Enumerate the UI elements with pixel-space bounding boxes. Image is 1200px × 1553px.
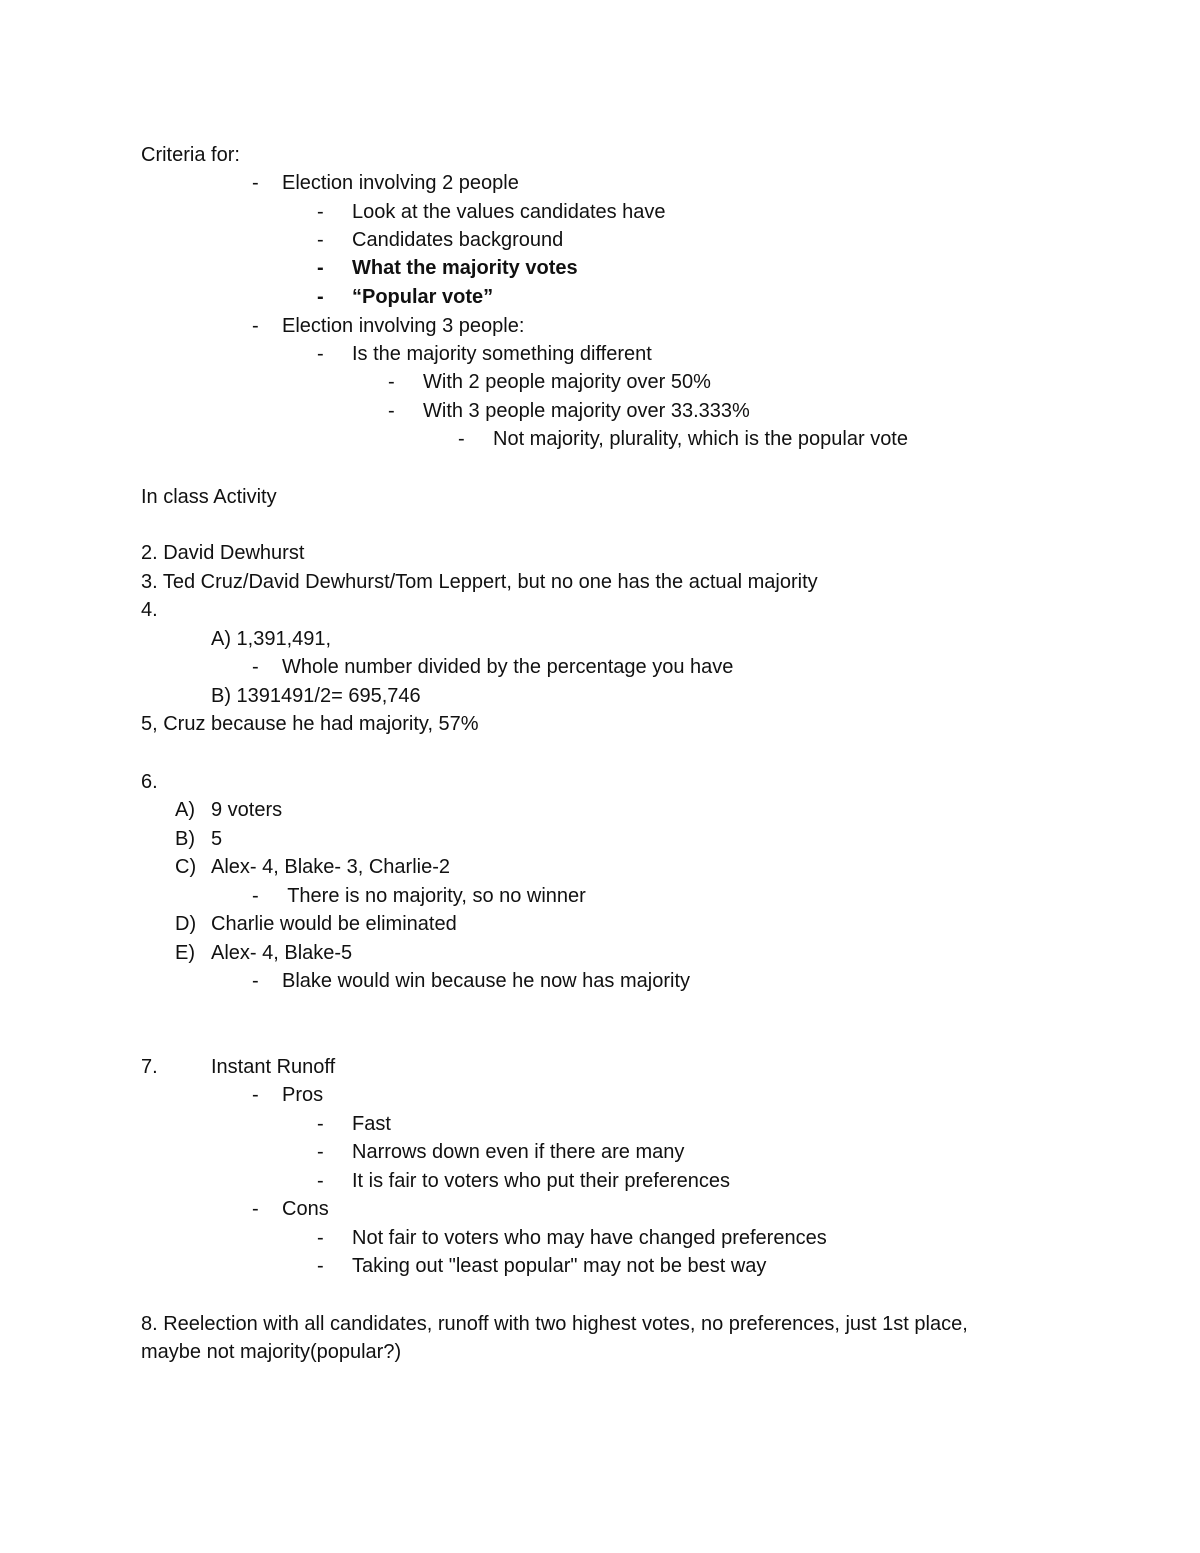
- list-letter: B): [175, 828, 195, 850]
- list-item: Charlie would be eliminated: [211, 913, 457, 935]
- answer-4a-note: Whole number divided by the percentage you have: [282, 656, 734, 678]
- bullet-dash: -: [317, 201, 324, 223]
- cons-label: Cons: [282, 1198, 329, 1220]
- bullet-dash: -: [317, 1141, 324, 1163]
- answer-4-label: 4.: [141, 599, 158, 621]
- bullet-dash: -: [252, 885, 259, 907]
- answer-5: 5, Cruz because he had majority, 57%: [141, 713, 479, 735]
- list-item: 5: [211, 828, 223, 850]
- list-item: Alex- 4, Blake-5: [211, 942, 353, 964]
- list-item: Look at the values candidates have: [352, 201, 666, 223]
- bullet-dash: -: [317, 343, 324, 365]
- bullet-dash: -: [252, 1198, 259, 1220]
- bullet-dash: -: [252, 315, 259, 337]
- list-item: Is the majority something different: [352, 343, 652, 365]
- list-item-bold: What the majority votes: [352, 257, 578, 279]
- two-people-label: Election involving 2 people: [282, 172, 519, 194]
- criteria-heading: Criteria for:: [141, 144, 240, 166]
- list-item: 9 voters: [211, 799, 283, 821]
- answer-6e-note: Blake would win because he now has majority: [282, 970, 690, 992]
- answer-7-label: 7.: [141, 1056, 158, 1078]
- list-item: With 2 people majority over 50%: [423, 371, 711, 393]
- bullet-dash: -: [388, 400, 395, 422]
- list-letter: A): [175, 799, 195, 821]
- answer-3: 3. Ted Cruz/David Dewhurst/Tom Leppert, but no one has the actual majority: [141, 571, 818, 593]
- list-letter: E): [175, 942, 195, 964]
- bullet-dash: -: [317, 1170, 324, 1192]
- bullet-dash: -: [388, 371, 395, 393]
- pros-label: Pros: [282, 1084, 324, 1106]
- answer-6c-note: There is no majority, so no winner: [282, 885, 586, 907]
- activity-heading: In class Activity: [141, 486, 277, 508]
- list-letter: C): [175, 856, 197, 878]
- list-item: With 3 people majority over 33.333%: [423, 400, 750, 422]
- bullet-dash: -: [317, 286, 324, 308]
- bullet-dash: -: [317, 1113, 324, 1135]
- list-letter: D): [175, 913, 197, 935]
- list-item: Narrows down even if there are many: [352, 1141, 685, 1163]
- bullet-dash: -: [458, 428, 465, 450]
- bullet-dash: -: [252, 656, 259, 678]
- list-item: Not fair to voters who may have changed preferences: [352, 1227, 827, 1249]
- answer-2: 2. David Dewhurst: [141, 542, 305, 564]
- bullet-dash: -: [317, 1227, 324, 1249]
- answer-7-title: Instant Runoff: [211, 1056, 336, 1078]
- answer-4b: B) 1391491/2= 695,746: [211, 685, 421, 707]
- bullet-dash: -: [252, 172, 259, 194]
- bullet-dash: -: [252, 970, 259, 992]
- list-item: Candidates background: [352, 229, 564, 251]
- answer-6-label: 6.: [141, 771, 158, 793]
- answer-8-line1: 8. Reelection with all candidates, runoff with two highest votes, no preferences, just 1st place,: [141, 1313, 968, 1335]
- list-item: Alex- 4, Blake- 3, Charlie-2: [211, 856, 450, 878]
- bullet-dash: -: [317, 257, 324, 279]
- three-people-label: Election involving 3 people:: [282, 315, 525, 337]
- bullet-dash: -: [252, 1084, 259, 1106]
- list-item: It is fair to voters who put their preferences: [352, 1170, 730, 1192]
- bullet-dash: -: [317, 1255, 324, 1277]
- list-item: Fast: [352, 1113, 391, 1135]
- list-item: Not majority, plurality, which is the popular vote: [493, 428, 908, 450]
- list-item: Taking out "least popular" may not be best way: [352, 1255, 767, 1277]
- answer-4a: A) 1,391,491,: [211, 628, 332, 650]
- list-item-bold: “Popular vote”: [352, 286, 494, 308]
- bullet-dash: -: [317, 229, 324, 251]
- answer-8-line2: maybe not majority(popular?): [141, 1341, 402, 1363]
